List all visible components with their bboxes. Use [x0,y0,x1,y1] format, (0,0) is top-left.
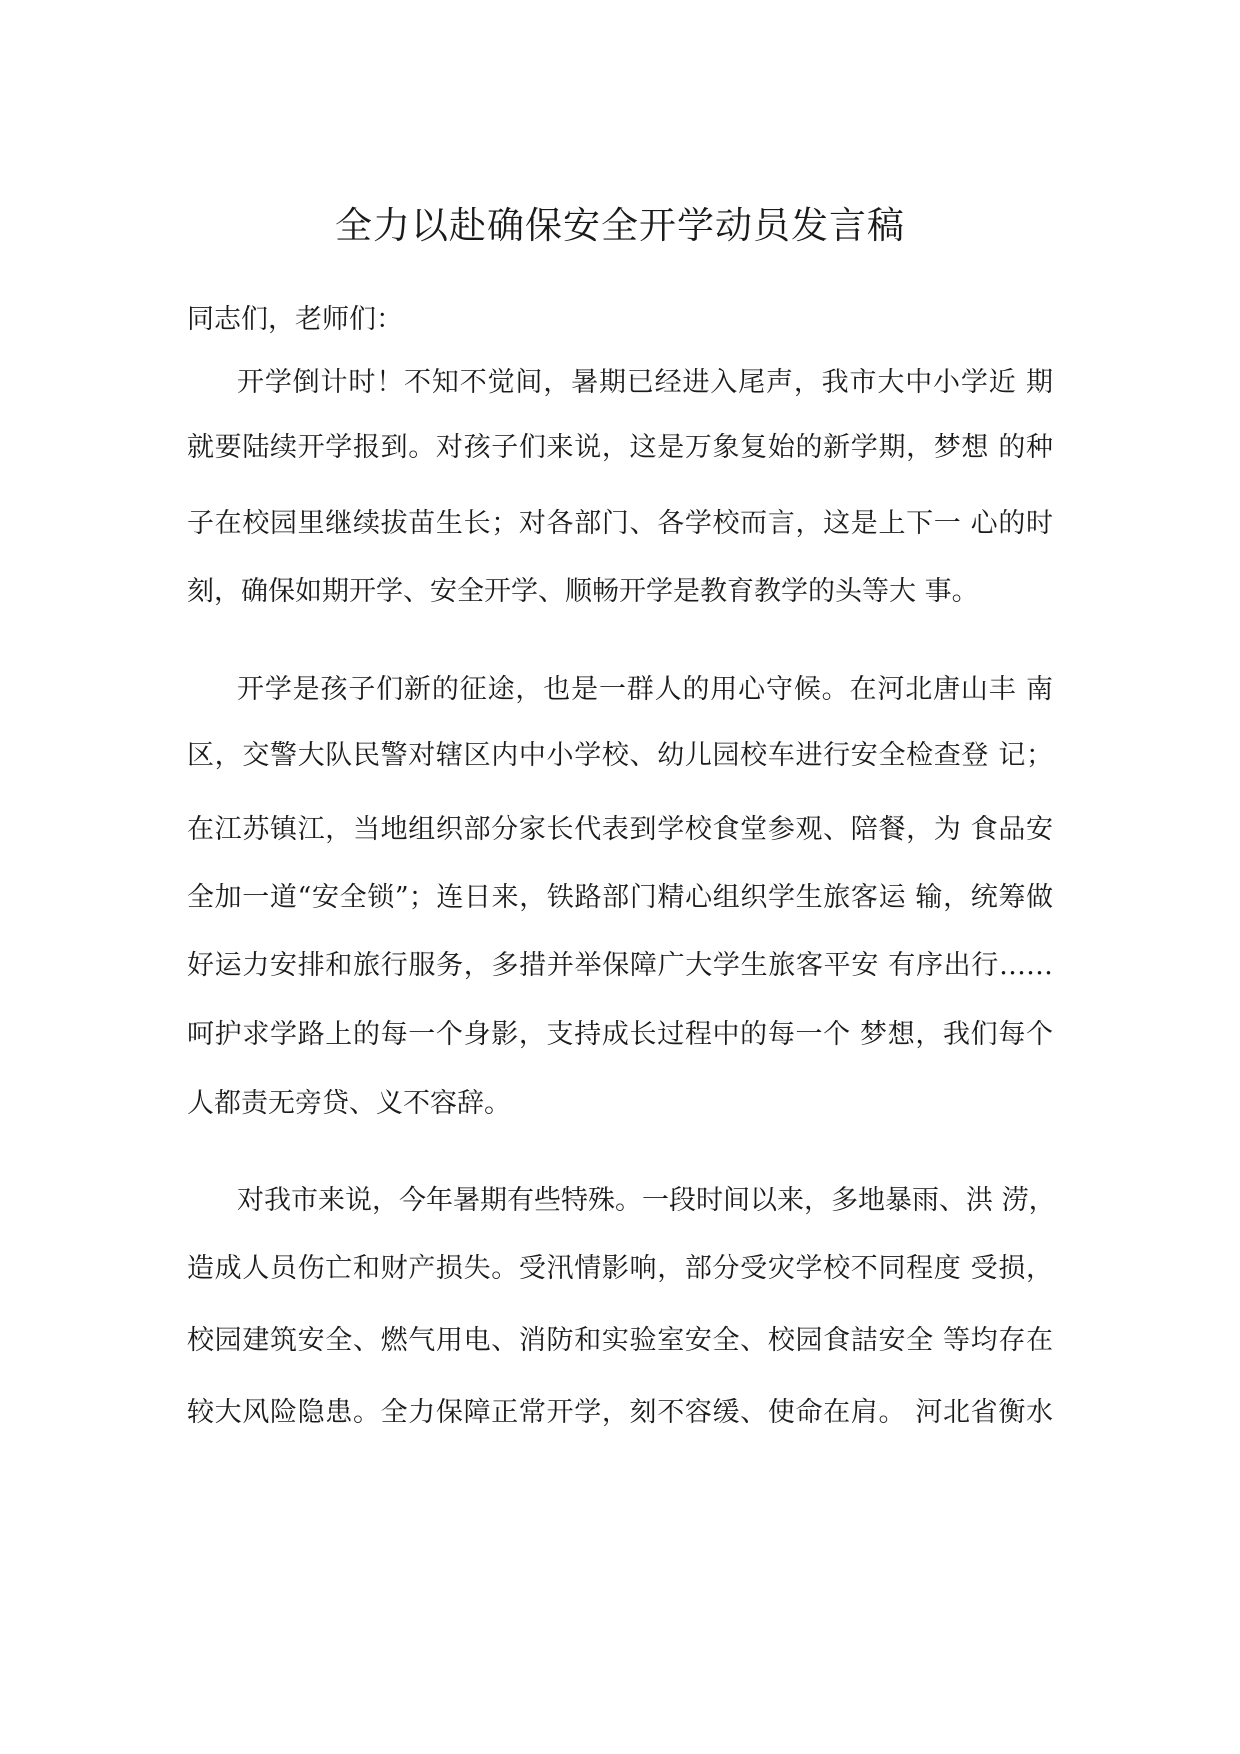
paragraph-2-line-4: 全加一道“安全锁”；连日来，铁路部门精心组织学生旅客运 输，统筹做 [187,882,1053,913]
paragraph-2-line-7: 人都责无旁贷、义不容辞。 [187,1088,511,1119]
paragraph-2-line-2: 区，交警大队民警对辖区内中小学校、幼儿园校车进行安全检查登 记； [187,740,1053,771]
paragraph-1-line-4: 刻，确保如期开学、安全开学、顺畅开学是教育教学的头等大 事。 [187,576,979,607]
paragraph-3-line-1: 对我市来说，今年暑期有些特殊。一段时间以来，多地暴雨、洪 涝， [237,1185,1056,1216]
paragraph-1-line-1: 开学倒计时！不知不觉间，暑期已经进入尾声，我市大中小学近 期 [237,367,1053,398]
paragraph-2-line-5: 好运力安排和旅行服务，多措并举保障广大学生旅客平安 有序出行…… [187,950,1053,981]
greeting-line: 同志们，老师们： [187,304,403,335]
paragraph-2-line-6: 呵护求学路上的每一个身影，支持成长过程中的每一个 梦想，我们每个 [187,1019,1053,1050]
paragraph-3-line-4: 较大风险隐患。全力保障正常开学，刻不容缓、使命在肩。 河北省衡水 [187,1397,1053,1428]
paragraph-3-line-3: 校园建筑安全、燃气用电、消防和实验室安全、校园食詰安全 等均存在 [187,1325,1053,1356]
paragraph-2-line-3: 在江苏镇江，当地组织部分家长代表到学校食堂参观、陪餐，为 食品安 [187,814,1053,845]
paragraph-2-line-1: 开学是孩子们新的征途，也是一群人的用心守候。在河北唐山丰 南 [237,674,1053,705]
paragraph-1-line-3: 子在校园里继续拔苗生长；对各部门、各学校而言，这是上下一 心的时 [187,508,1053,539]
paragraph-1-line-2: 就要陆续开学报到。对孩子们来说，这是万象复始的新学期，梦想 的种 [187,432,1053,463]
paragraph-3-line-2: 造成人员伤亡和财产损失。受汛情影响，部分受灾学校不同程度 受损， [187,1253,1053,1284]
document-title: 全力以赴确保安全开学动员发言稿 [335,204,905,247]
